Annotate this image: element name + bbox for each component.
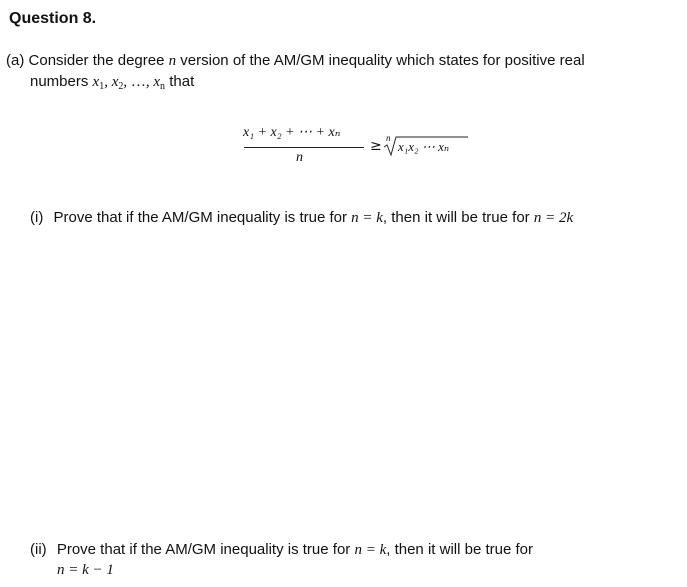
part-ii-label: (ii) [30,541,47,558]
part-ii-line-1 [30,541,533,559]
part-ii-text-start: Prove that if the AM/GM inequality is true for [56,541,351,558]
part-a-intro-rest: version of the AM/GM inequality which states for positive real [180,52,585,69]
root-index: n [386,133,391,143]
part-i-label: (i) [30,209,44,226]
formula-denominator: n [296,150,303,165]
part-ii-condition-1: n = k [354,542,387,558]
part-i-condition-1: n = k [351,210,383,226]
radicand: x₁x₂ ⋯ xₙ [398,139,450,154]
part-a-intro: Consider the degree [28,52,165,69]
part-ii-condition-2: n = k − 1 [57,562,114,578]
sequence-expression: $x_1$, $x_2$, …, $x_n$ [92,74,166,92]
part-a-line-2 [30,73,194,92]
question-title: Question 8. [9,10,97,27]
part-a-that-word: that [169,73,195,90]
part-a-line-1 [6,52,585,70]
geq-symbol: ≥ [370,138,382,154]
part-i-condition-2: n = 2k [533,210,574,226]
part-a-label: (a) [6,52,25,69]
part-i-text-mid: , then it will be true for [382,209,530,226]
n-variable: n [168,53,177,69]
formula-numerator: x₁ + x₂ + ⋯ + xₙ [243,125,341,140]
part-i-line [30,209,573,227]
fraction-bar [244,147,364,148]
part-a-numbers-word: numbers [30,73,89,90]
part-i-text-start: Prove that if the AM/GM inequality is true for [53,209,347,226]
part-ii-text-end: , then it will be true for [386,541,533,558]
